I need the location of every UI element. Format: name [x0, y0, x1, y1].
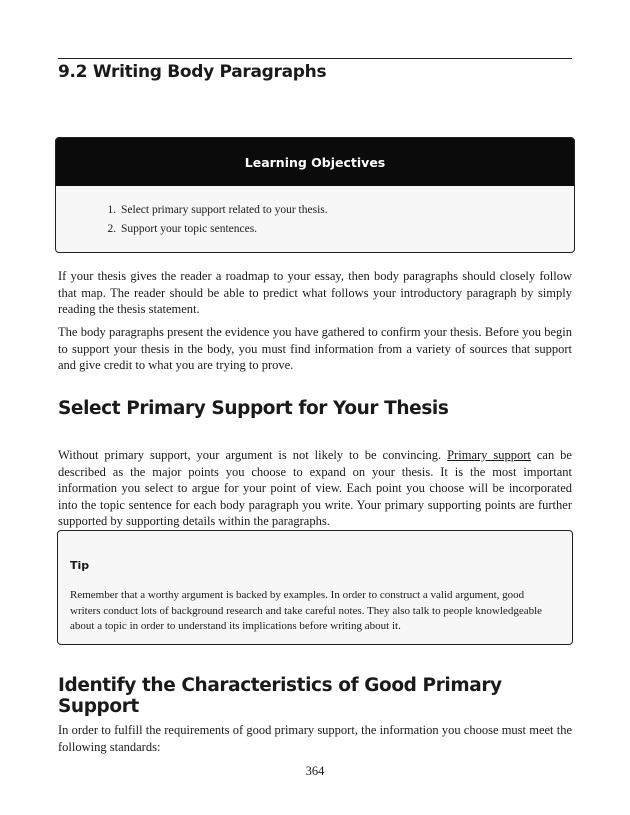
- tip-text: Remember that a worthy argument is backed by examples. In order to construct a valid argument, good writers conduct lots of background research and take careful notes. They also talk to people knowledgeable about a topic in order to understand its implications before writing about it.: [70, 589, 543, 632]
- paragraph-primary-support: [58, 447, 572, 530]
- page-number: 364: [305, 764, 325, 778]
- heading-characteristics: Identify the Characteristics of Good Primary Support: [58, 675, 502, 717]
- primary-support-link[interactable]: Primary support: [447, 448, 531, 462]
- paragraph-primary-support-start: Without primary support, your argument is not likely to be convincing.: [58, 448, 448, 462]
- paragraph-primary-support-rest: can be described as the major points you choose to expand on your thesis. It is the most important information you select to argue for your point of view. Each point you choose will be incorporated into the topic sentence for each body paragraph you write. Your primary supporting points are further supported by supporting details within the paragraphs.: [58, 448, 572, 528]
- tip-box: [57, 530, 573, 645]
- paragraph-evidence: The body paragraphs present the evidence you have gathered to confirm your thesis. Before you begin to support your thesis in the body, you must find information from a variety of sources that support and give credit to what you are trying to prove.: [58, 325, 572, 372]
- list-item: 1. Select primary support related to your thesis.: [119, 201, 574, 220]
- learning-objectives-header: Learning Objectives: [56, 138, 574, 186]
- paragraph-roadmap: If your thesis gives the reader a roadmap to your essay, then body paragraphs should closely follow that map. The reader should be able to predict what follows your introductory paragraph by simply reading the thesis statement.: [58, 269, 572, 316]
- section-title: 9.2 Writing Body Paragraphs: [58, 62, 327, 82]
- paragraph-standards: In order to fulfill the requirements of good primary support, the information you choose must meet the following standards:: [58, 723, 572, 754]
- heading-select-primary-support: Select Primary Support for Your Thesis: [58, 398, 449, 419]
- top-rule: [58, 58, 572, 59]
- page: [58, 0, 572, 815]
- list-item: 2. Support your topic sentences.: [119, 220, 574, 239]
- learning-objectives-list: [56, 201, 574, 239]
- learning-objectives-box: [55, 137, 575, 253]
- tip-title: Tip: [70, 559, 90, 572]
